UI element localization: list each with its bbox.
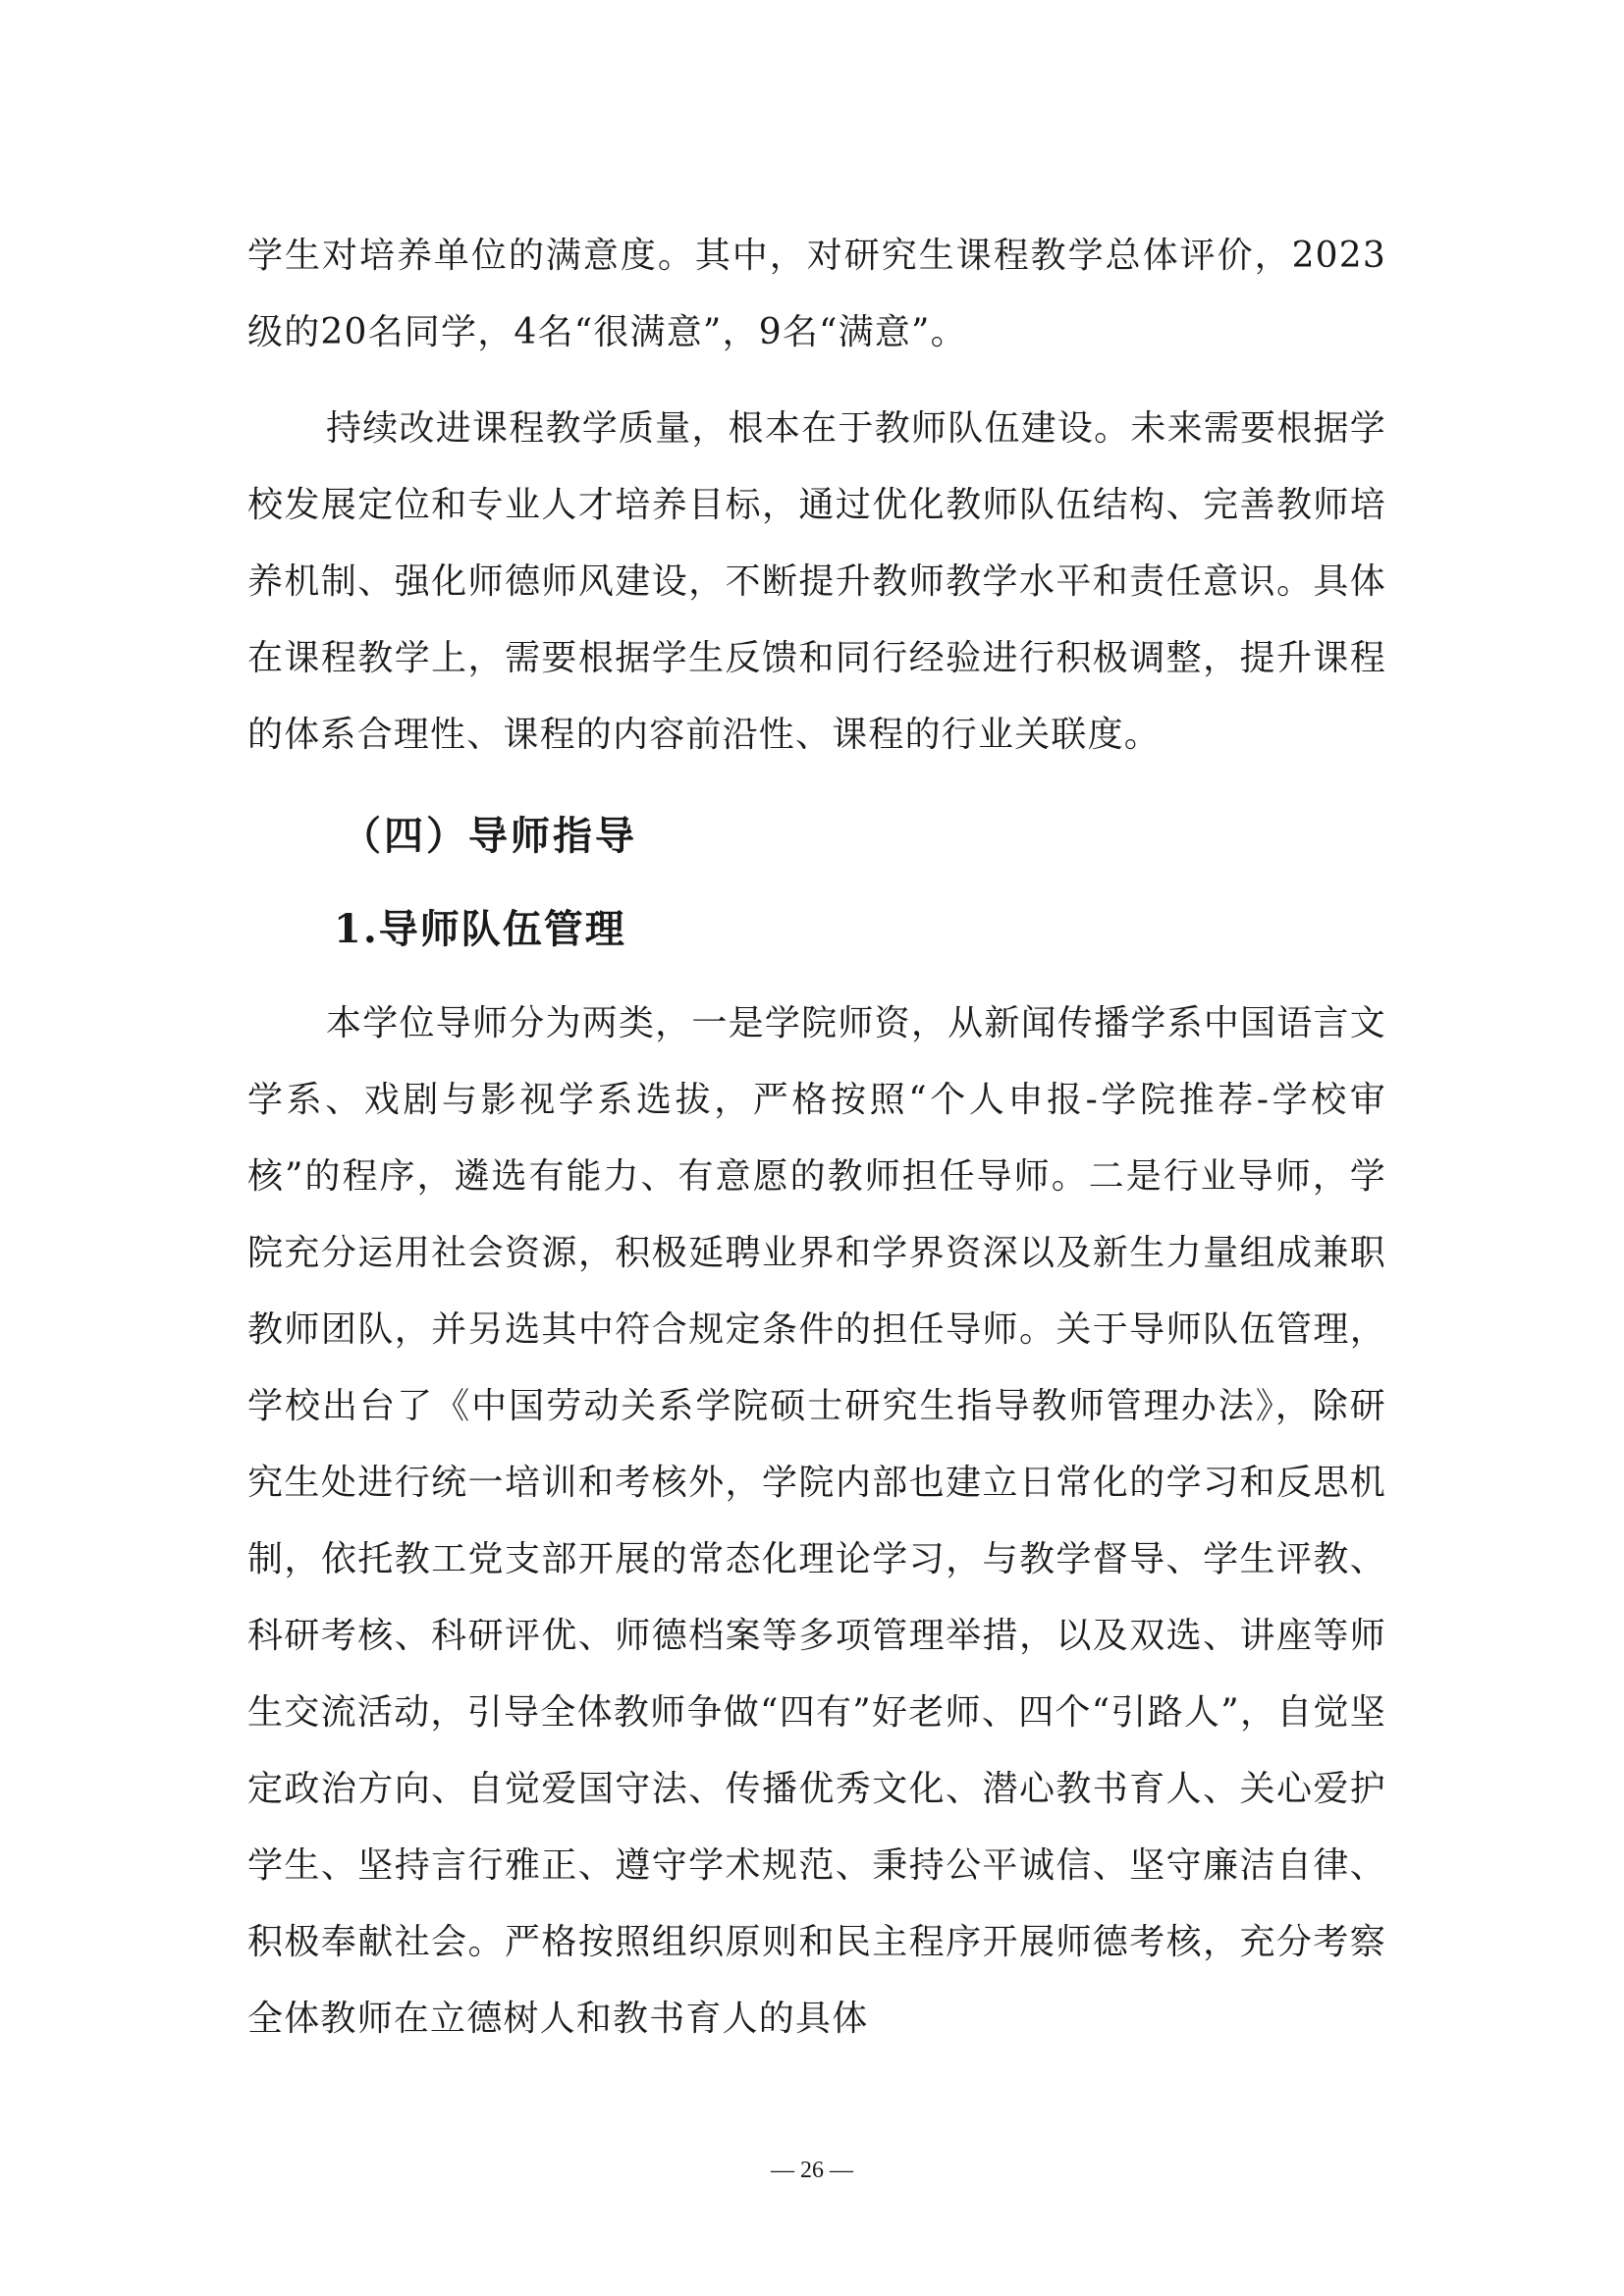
- paragraph-supervisor-management: 本学位导师分为两类，一是学院师资，从新闻传播学系中国语言文学系、戏剧与影视学系选拔，严格按照“个人申报-学院推荐-学校审核”的程序，遴选有能力、有意愿的教师担任导师。二是行业导师，学院充分运用社会资源，积极延聘业界和学界资深以及新生力量组成兼职教师团队，并另选其中符合规定条件的担任导师。关于导师队伍管理，学校出台了《中国劳动关系学院硕士研究生指导教师管理办法》，除研究生处进行统一培训和考核外，学院内部也建立日常化的学习和反思机制，依托教工党支部开展的常态化理论学习，与教学督导、学生评教、科研考核、科研评优、师德档案等多项管理举措，以及双选、讲座等师生交流活动，引导全体教师争做“四有”好老师、四个“引路人”，自觉坚定政治方向、自觉爱国守法、传播优秀文化、潜心教书育人、关心爱护学生、坚持言行雅正、遵守学术规范、秉持公平诚信、坚守廉洁自律、积极奉献社会。严格按照组织原则和民主程序开展师德考核，充分考察全体教师在立德树人和教书育人的具体: [247, 1003, 1386, 2039]
- subsection-heading: 1.导师队伍管理: [334, 906, 626, 952]
- paragraph-teaching-quality: 持续改进课程教学质量，根本在于教师队伍建设。未来需要根据学校发展定位和专业人才培养目标，通过优化教师队伍结构、完善教师培养机制、强化师德师风建设，不断提升教师教学水平和责任意识。具体在课程教学上，需要根据学生反馈和同行经验进行积极调整，提升课程的体系合理性、课程的内容前沿性、课程的行业关联度。: [247, 408, 1386, 755]
- page-body: [247, 218, 1386, 2057]
- page-number: — 26 —: [771, 2158, 853, 2183]
- section-heading: （四）导师指导: [342, 814, 637, 859]
- paragraph-satisfaction: 学生对培养单位的满意度。其中，对研究生课程教学总体评价，2023级的20名同学，4名“很满意”，9名“满意”。: [247, 236, 1386, 352]
